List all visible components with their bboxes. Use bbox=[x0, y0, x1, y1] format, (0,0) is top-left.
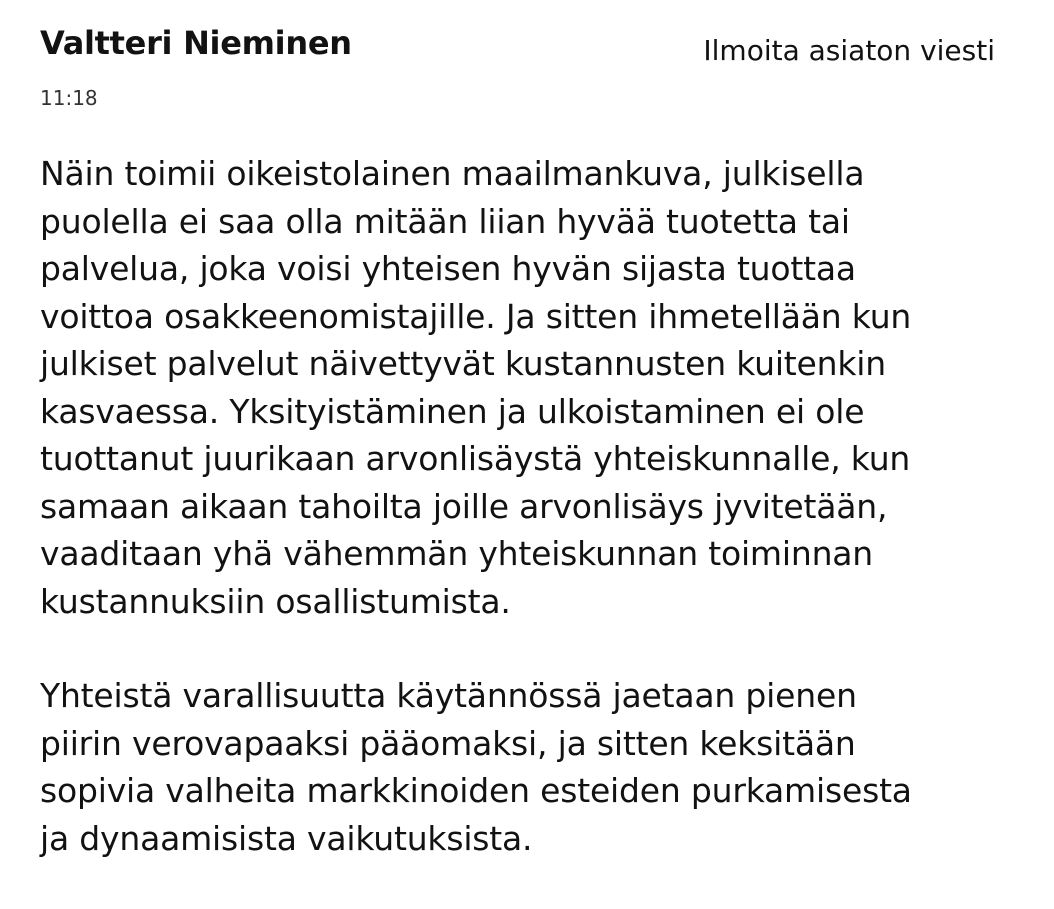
comment-paragraph: Yhteistä varallisuutta käytännössä jaetaan pienen piirin verovapaaksi pääomaksi, ja sitten keksitään sopivia valheita markkinoiden esteiden purkamisesta ja dynaamisista vaikutuksista. bbox=[40, 676, 912, 858]
comment-author[interactable]: Valtteri Nieminen bbox=[40, 24, 352, 62]
comment-body bbox=[40, 150, 1000, 909]
comment-header bbox=[40, 0, 1030, 120]
comment bbox=[40, 0, 1030, 858]
comment-paragraph: Näin toimii oikeistolainen maailmankuva, julkisella puolella ei saa olla mitään liian hyvää tuotetta tai palvelua, joka voisi yhteisen hyvän sijasta tuottaa voittoa osakkeenomistajille. Ja sitten ihmetellään kun julkiset palvelut näivettyvät kustannusten kuitenkin kasvaessa. Yksityistäminen ja ulkoistaminen ei ole tuottanut juurikaan arvonlisäystä yhteiskunnalle, kun samaan aikaan tahoilta joille arvonlisäys jyvitetään, vaaditaan yhä vähemmän yhteiskunnan toiminnan kustannuksiin osallistumista. bbox=[40, 154, 912, 621]
comment-timestamp: 11:18 bbox=[40, 86, 98, 110]
report-comment-link[interactable]: Ilmoita asiaton viesti bbox=[703, 34, 995, 67]
